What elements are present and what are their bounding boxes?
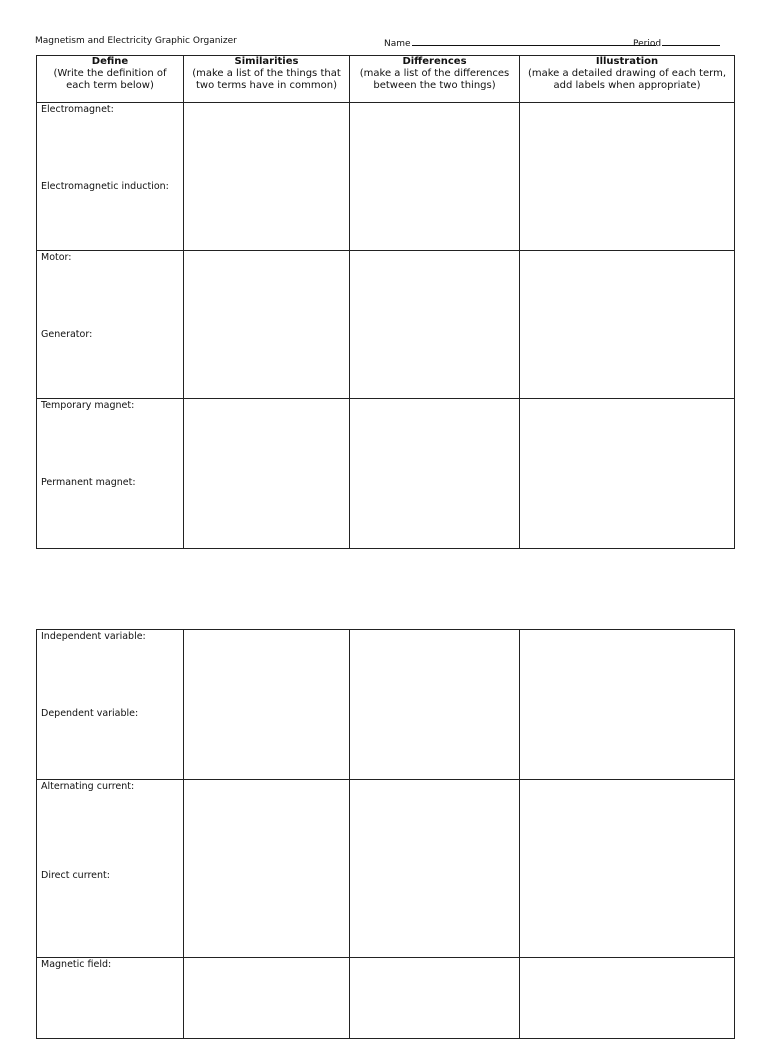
term-label: Alternating current:: [41, 781, 135, 792]
column-instruction: (make a detailed drawing of each term,: [527, 68, 727, 79]
differences-cell[interactable]: [350, 251, 520, 399]
define-cell[interactable]: [37, 630, 184, 780]
table-row: [37, 958, 735, 1039]
organizer-table-top: [36, 55, 735, 549]
name-blank-line[interactable]: [412, 36, 656, 46]
document-title: Magnetism and Electricity Graphic Organizer: [35, 36, 237, 46]
term-label: Independent variable:: [41, 631, 146, 642]
similarities-cell[interactable]: [184, 103, 350, 251]
period-field[interactable]: [633, 36, 720, 49]
similarities-cell[interactable]: [184, 251, 350, 399]
illustration-cell[interactable]: [520, 103, 735, 251]
similarities-cell[interactable]: [184, 958, 350, 1039]
term-label: Dependent variable:: [41, 708, 139, 719]
illustration-cell[interactable]: [520, 251, 735, 399]
period-label: Period: [633, 39, 662, 49]
define-cell[interactable]: [37, 103, 184, 251]
term-label: Magnetic field:: [41, 959, 112, 970]
column-title: Differences: [402, 56, 467, 67]
similarities-cell[interactable]: [184, 780, 350, 958]
table-row: [37, 251, 735, 399]
differences-cell[interactable]: [350, 780, 520, 958]
illustration-cell[interactable]: [520, 630, 735, 780]
column-title: Illustration: [595, 56, 659, 67]
table-row: [37, 630, 735, 780]
column-header-differences: [350, 56, 520, 103]
differences-cell[interactable]: [350, 399, 520, 549]
similarities-cell[interactable]: [184, 630, 350, 780]
term-label: Electromagnetic induction:: [41, 181, 169, 192]
differences-cell[interactable]: [350, 103, 520, 251]
column-instruction: add labels when appropriate): [553, 80, 701, 91]
term-label: Generator:: [41, 329, 93, 340]
table-row: [37, 399, 735, 549]
name-field[interactable]: [384, 36, 656, 49]
column-header-define: [37, 56, 184, 103]
column-instruction: (make a list of the differences: [359, 68, 510, 79]
similarities-cell[interactable]: [184, 399, 350, 549]
column-instruction: two terms have in common): [195, 80, 337, 91]
column-instruction: (Write the definition of: [53, 68, 167, 79]
organizer-table-bottom: [36, 629, 735, 1039]
column-header-similarities: [184, 56, 350, 103]
term-label: Direct current:: [41, 870, 110, 881]
define-cell[interactable]: [37, 958, 184, 1039]
column-title: Similarities: [234, 56, 299, 67]
define-cell[interactable]: [37, 780, 184, 958]
differences-cell[interactable]: [350, 630, 520, 780]
table-row: [37, 780, 735, 958]
table-row: [37, 103, 735, 251]
column-instruction: each term below): [66, 80, 154, 91]
illustration-cell[interactable]: [520, 958, 735, 1039]
column-header-illustration: [520, 56, 735, 103]
column-title: Define: [91, 56, 129, 67]
term-label: Temporary magnet:: [41, 400, 135, 411]
define-cell[interactable]: [37, 399, 184, 549]
define-cell[interactable]: [37, 251, 184, 399]
illustration-cell[interactable]: [520, 399, 735, 549]
column-instruction: (make a list of the things that: [192, 68, 341, 79]
column-instruction: between the two things): [373, 80, 496, 91]
differences-cell[interactable]: [350, 958, 520, 1039]
column-header-row: [37, 56, 735, 103]
term-label: Electromagnet:: [41, 104, 114, 115]
period-blank-line[interactable]: [662, 36, 720, 46]
term-label: Motor:: [41, 252, 72, 263]
name-label: Name: [384, 39, 411, 49]
term-label: Permanent magnet:: [41, 477, 136, 488]
illustration-cell[interactable]: [520, 780, 735, 958]
